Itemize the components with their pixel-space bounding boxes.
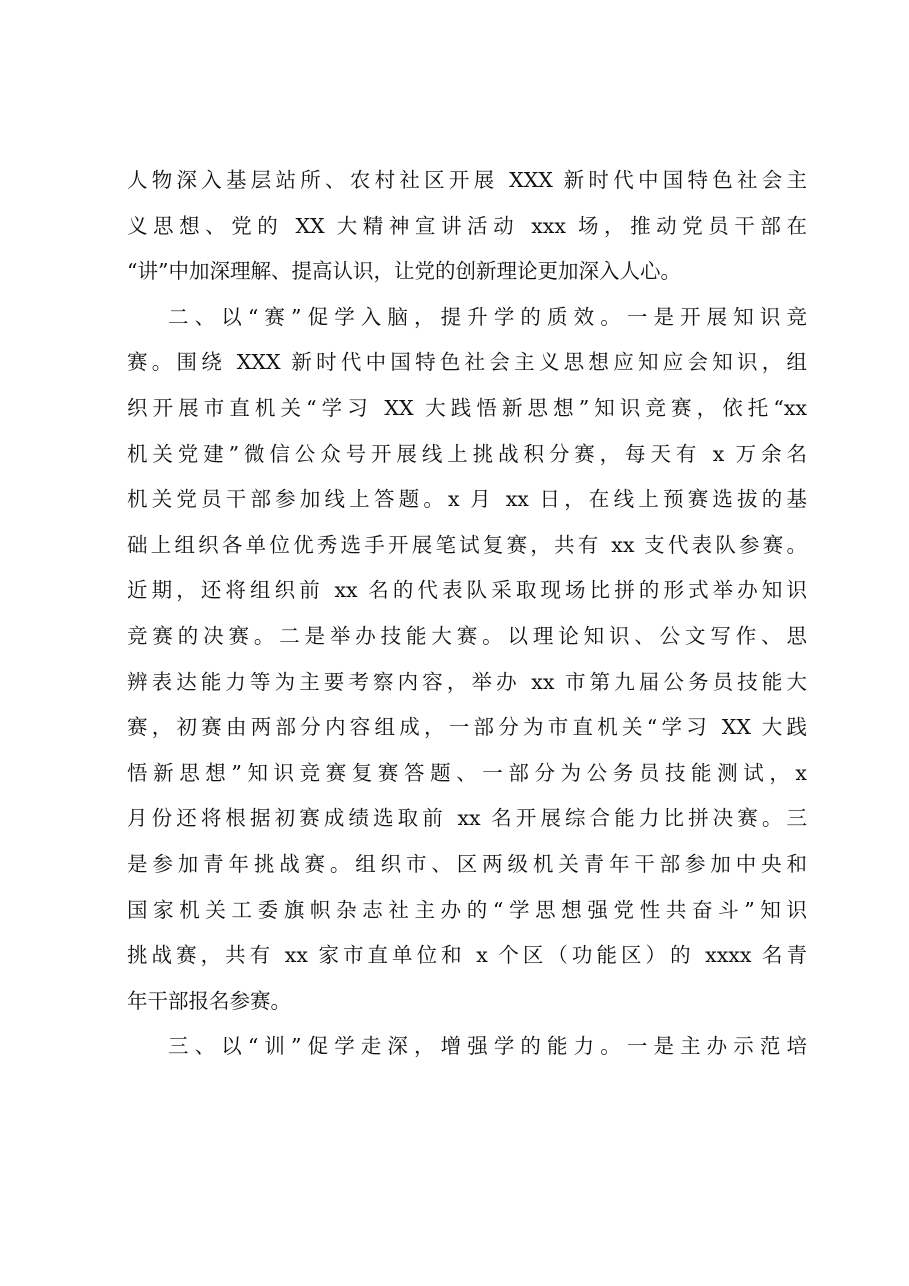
text-line: 三、以“训”促学走深，增强学的能力。一是主办示范培 [168,1034,807,1059]
text-line: 挑战赛，共有 xx 家市直单位和 x 个区（功能区）的 xxxx 名青 [127,943,807,968]
text-line: 是参加青年挑战赛。组织市、区两级机关青年干部参加中央和 [127,851,807,876]
text-line: 悟新思想”知识竞赛复赛答题、一部分为公务员技能测试，x [127,760,807,785]
text-line: 二、以“赛”促学入脑，提升学的质效。一是开展知识竞 [168,304,807,329]
text-line: 织开展市直机关“学习 XX 大践悟新思想”知识竞赛，依托“xx [127,395,807,420]
text-line: 赛。围绕 XXX 新时代中国特色社会主义思想应知应会知识，组 [127,350,807,375]
paragraph-2 [127,295,807,1025]
text-line: 人物深入基层站所、农村社区开展 XXX 新时代中国特色社会主 [127,168,807,192]
text-line: 础上组织各单位优秀选手开展笔试复赛，共有 xx 支代表队参赛。 [127,532,807,557]
paragraph-3 [127,1024,807,1070]
paragraph-1 [127,158,807,295]
text-line: 义思想、党的 XX 大精神宣讲活动 xxx 场，推动党员干部在 [127,213,807,238]
text-line: “讲”中加深理解、提高认识，让党的创新理论更加深入人心。 [127,259,681,284]
text-line: 近期，还将组织前 xx 名的代表队采取现场比拼的形式举办知识 [127,578,807,603]
text-line: 机关党员干部参加线上答题。x 月 xx 日，在线上预赛选拔的基 [127,487,807,512]
text-line: 赛，初赛由两部分内容组成，一部分为市直机关“学习 XX 大践 [127,715,807,740]
text-line: 国家机关工委旗帜杂志社主办的“学思想强党性共奋斗”知识 [127,897,807,922]
document-body [127,158,807,1070]
text-line: 机关党建”微信公众号开展线上挑战积分赛，每天有 x 万余名 [127,441,807,466]
text-line: 年干部报名参赛。 [127,988,291,1013]
text-line: 竞赛的决赛。二是举办技能大赛。以理论知识、公文写作、思 [127,623,807,648]
text-line: 月份还将根据初赛成绩选取前 xx 名开展综合能力比拼决赛。三 [127,806,807,831]
text-line: 辨表达能力等为主要考察内容，举办 xx 市第九届公务员技能大 [127,669,807,694]
